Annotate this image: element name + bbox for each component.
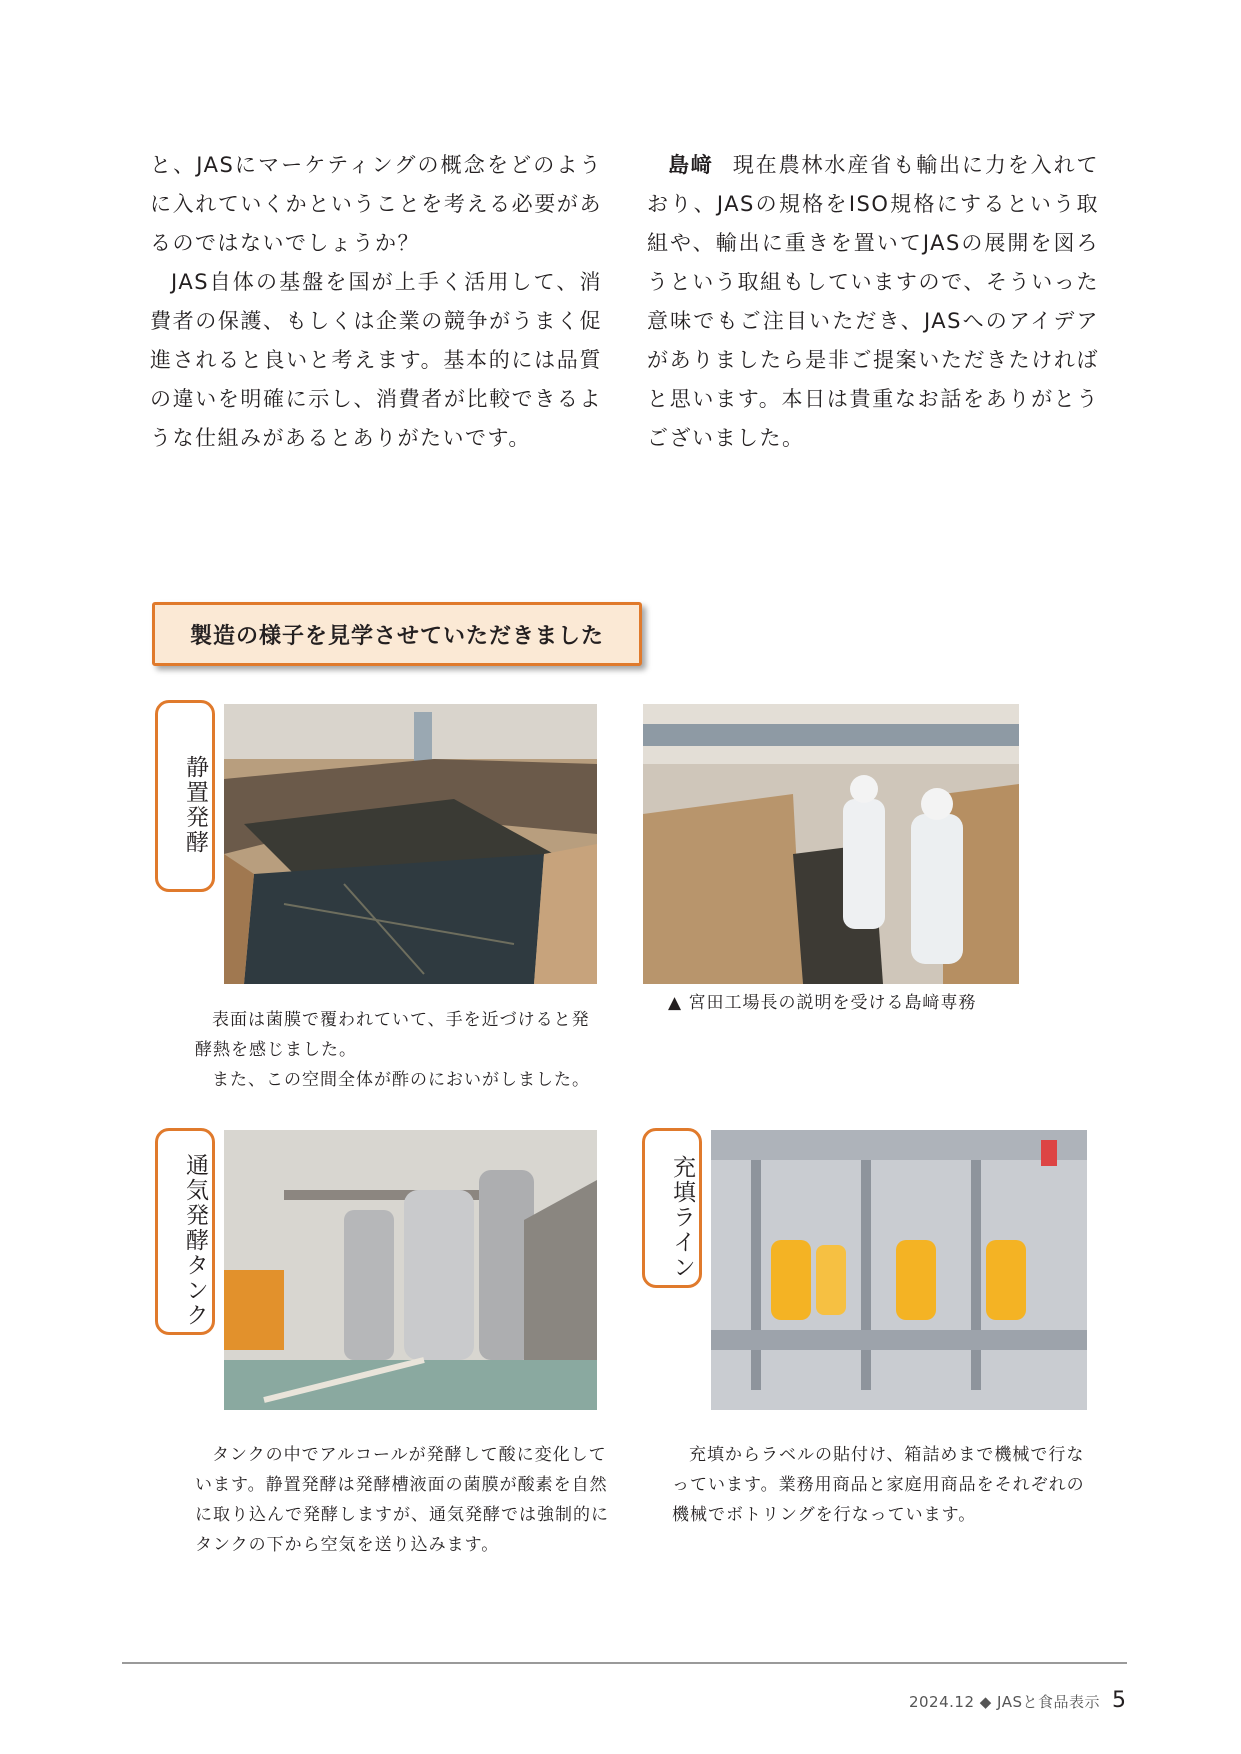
photo-factory-visit — [643, 704, 1019, 984]
interview-left-column — [150, 146, 602, 458]
caption-factory-visit — [668, 988, 1038, 1018]
label-filling-line — [642, 1128, 702, 1288]
label-aeration-tank-text: 通気発酵タンク — [182, 1153, 208, 1328]
caption-visit-text: ▲ 宮田工場長の説明を受ける島﨑専務 — [668, 993, 977, 1013]
factory-visit-image — [643, 704, 1019, 984]
page-footer — [909, 1688, 1126, 1713]
page-number: 5 — [1112, 1688, 1126, 1713]
section-title-text: 製造の様子を見学させていただきました — [189, 623, 604, 649]
static-fermentation-image — [224, 704, 597, 984]
label-static-fermentation-text: 静置発酵 — [182, 755, 208, 855]
caption-static-fermentation — [195, 1005, 605, 1095]
right-paragraph — [647, 146, 1099, 458]
label-static-fermentation — [155, 700, 215, 892]
caption-filling-line — [672, 1440, 1097, 1530]
caption-aeration-tank — [195, 1440, 610, 1560]
label-aeration-tank — [155, 1128, 215, 1335]
aeration-tank-image — [224, 1130, 597, 1410]
caption-static-2: また、この空間全体が酢のにおいがしました。 — [212, 1070, 590, 1090]
right-paragraph-text: 現在農林水産省も輸出に力を入れており、JASの規格をISO規格にするという取組や、輸出に重きを置いてJASの展開を図ろうという取組もしていますので、そういった意味でもご注目いただき、JASへのアイデアがありましたら是非ご提案いただきたければと思います。本日は貴重なお話をありがとうございました。 — [647, 153, 1100, 450]
left-paragraph-2: JAS自体の基盤を国が上手く活用して、消費者の保護、もしくは企業の競争がうまく促進されると良いと考えます。基本的には品質の違いを明確に示し、消費者が比較できるような仕組みがあるとありがたいです。 — [150, 270, 602, 450]
photo-filling-line — [711, 1130, 1087, 1410]
footer-divider — [122, 1662, 1127, 1664]
filling-line-image — [711, 1130, 1087, 1410]
caption-tank-text: タンクの中でアルコールが発酵して酸に変化しています。静置発酵は発酵槽液面の菌膜が酸素を自然に取り込んで発酵しますが、通気発酵では強制的にタンクの下から空気を送り込みます。 — [195, 1445, 609, 1555]
photo-static-fermentation — [224, 704, 597, 984]
interview-right-column — [647, 146, 1099, 458]
section-title — [152, 602, 642, 666]
speaker-name: 島﨑 — [668, 153, 714, 177]
photo-aeration-tank — [224, 1130, 597, 1410]
label-filling-line-text: 充填ライン — [669, 1154, 695, 1280]
caption-static-1: 表面は菌膜で覆われていて、手を近づけると発酵熱を感じました。 — [195, 1010, 590, 1060]
left-paragraph-1: と、JASにマーケティングの概念をどのように入れていくかということを考える必要があるのではないでしょうか？ — [150, 153, 602, 255]
footer-issue: 2024.12 ◆ JASと食品表示 — [908, 1693, 1100, 1711]
caption-filling-text: 充填からラベルの貼付け、箱詰めまで機械で行なっています。業務用商品と家庭用商品をそれぞれの機械でボトリングを行なっています。 — [672, 1445, 1085, 1525]
